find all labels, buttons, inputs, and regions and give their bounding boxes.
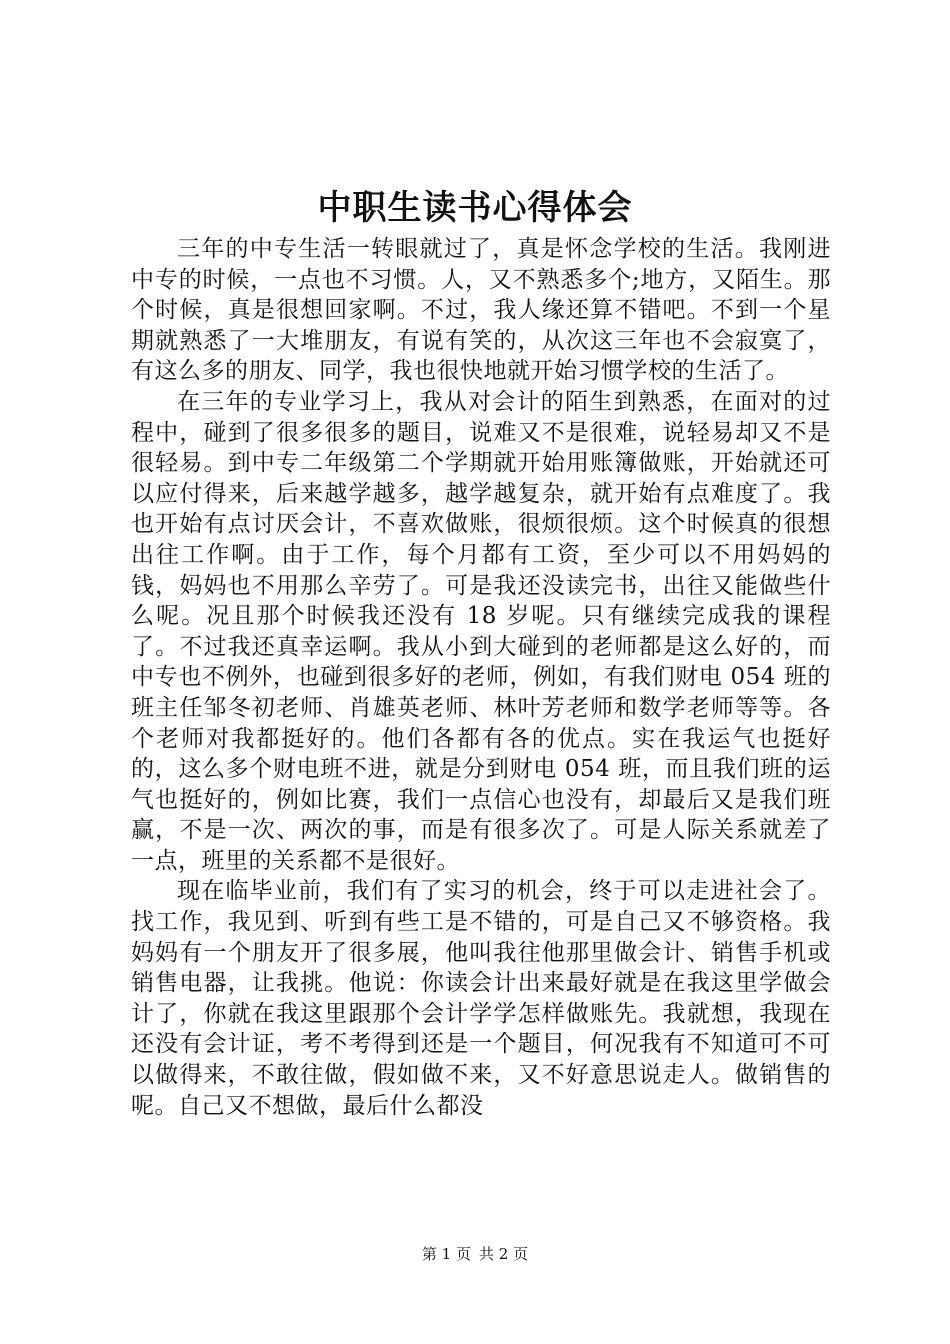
document-body — [131, 234, 831, 1121]
paragraph-3: 现在临毕业前，我们有了实习的机会，终于可以走进社会了。找工作，我见到、听到有些工是不错的，可是自己又不够资格。我妈妈有一个朋友开了很多展，他叫我往他那里做会计、销售手机或销售电器，让我挑。他说：你读会计出来最好就是在我这里学做会计了，你就在我这里跟那个会计学学怎样做账先。我就想，我现在还没有会计证，考不考得到还是一个题目，何况我有不知道可不可以做得来，不敢往做，假如做不来，又不好意思说走人。做销售的呢。自己又不想做，最后什么都没 — [131, 878, 831, 1119]
page-number: 第 1 页 — [421, 1245, 471, 1263]
document-title: 中职生读书心得体会 — [317, 188, 633, 228]
page-footer — [0, 1244, 950, 1264]
paragraph-1: 三年的中专生活一转眼就过了，真是怀念学校的生活。我刚进中专的时候，一点也不习惯。人，又不熟悉多个;地方，又陌生。那个时候，真是很想回家啊。不过，我人缘还算不错吧。不到一个星期就熟悉了一大堆朋友，有说有笑的，从次这三年也不会寂寞了，有这么多的朋友、同学，我也很快地就开始习惯学校的生活了。 — [131, 236, 831, 385]
page-total: 共 2 页 — [479, 1245, 529, 1263]
paragraph-2: 在三年的专业学习上，我从对会计的陌生到熟悉，在面对的过程中，碰到了很多很多的题目，说难又不是很难，说轻易却又不是很轻易。到中专二年级第二个学期就开始用账簿做账，开始就还可以应付得来，后来越学越多，越学越复杂，就开始有点难度了。我也开始有点讨厌会计，不喜欢做账，很烦很烦。这个时候真的很想出往工作啊。由于工作，每个月都有工资，至少可以不用妈妈的钱，妈妈也不用那么辛劳了。可是我还没读完书，出往又能做些什么呢。况且那个时候我还没有 18 岁呢。只有继续完成我的课程了。不过我还真幸运啊。我从小到大碰到的老师都是这么好的，而中专也不例外，也碰到很多好的老师，例如，有我们财电 054 班的班主任邹冬初老师、肖雄英老师、林叶芳老师和数学老师等等。各个老师对我都挺好的。他们各都有各的优点。实在我运气也挺好的，这么多个财电班不进，就是分到财电 054 班，而且我们班的运气也挺好的，例如比赛，我们一点信心也没有，却最后又是我们班赢，不是一次、两次的事，而是有很多次了。可是人际关系就差了一点，班里的关系都不是很好。 — [131, 388, 831, 874]
